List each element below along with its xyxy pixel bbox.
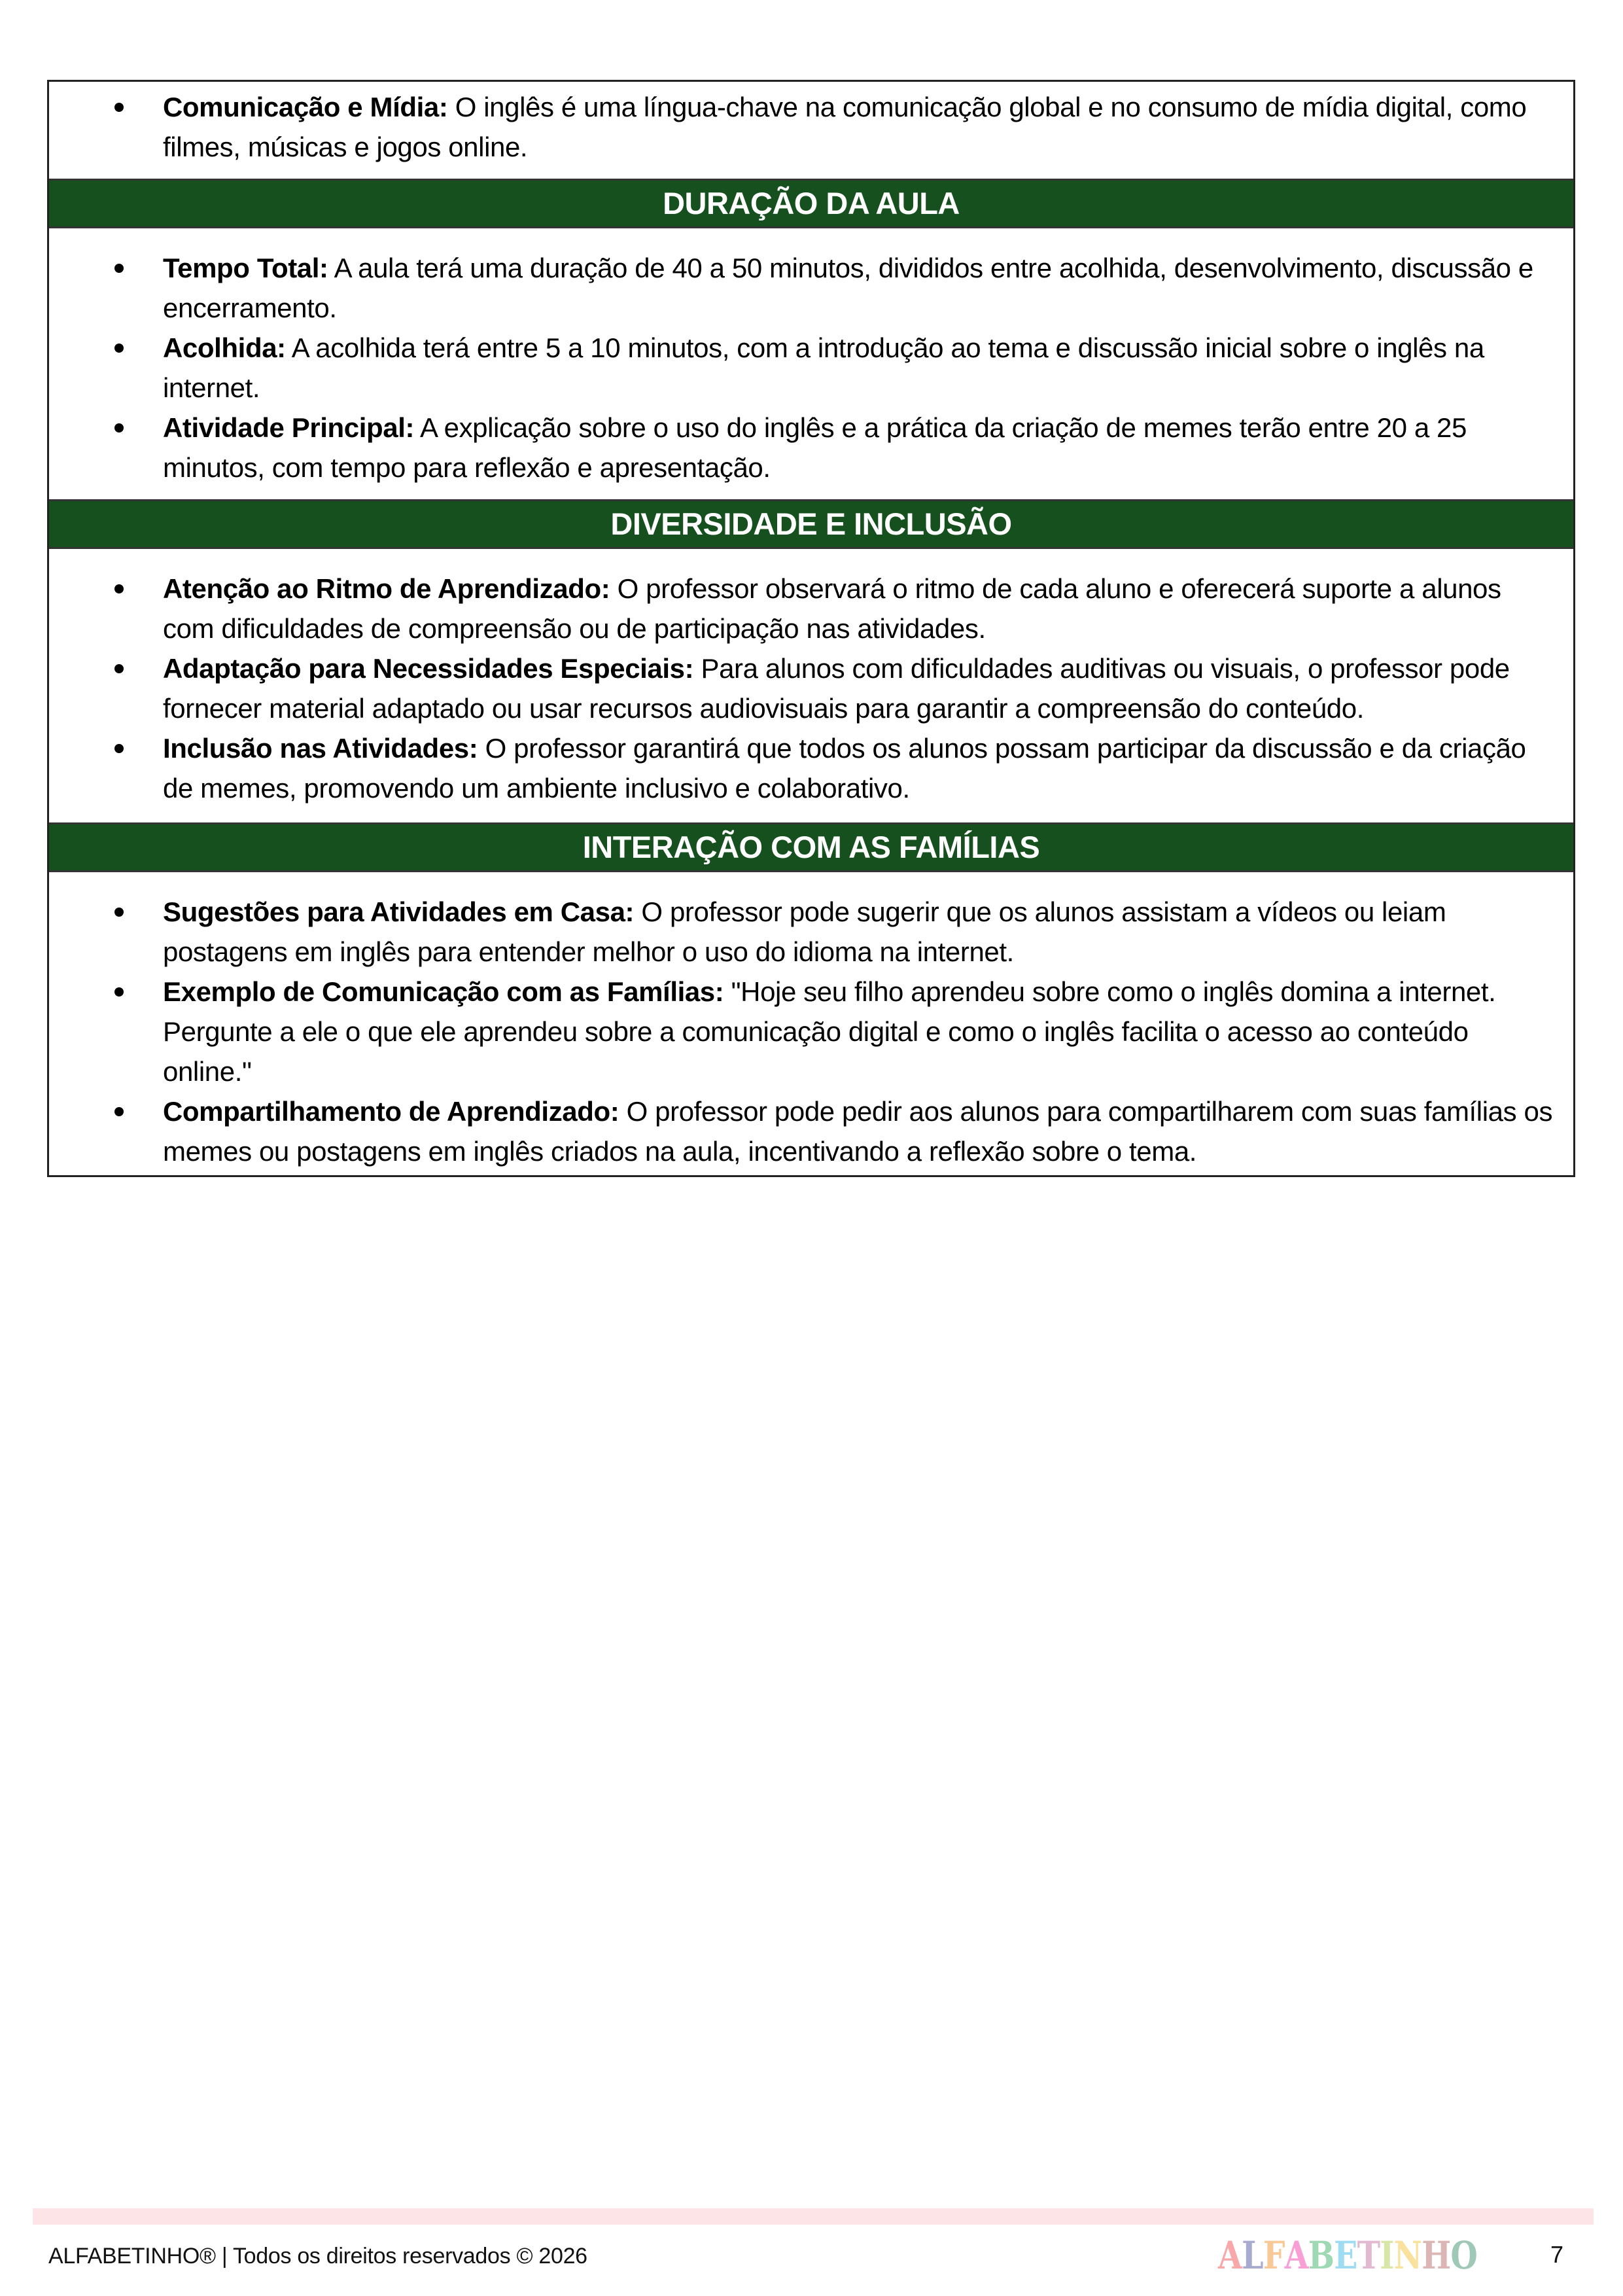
list-item [49, 728, 1560, 808]
logo-letter: N [1393, 2233, 1422, 2278]
bullet-icon [114, 1107, 124, 1116]
item-text: A acolhida terá entre 5 a 10 minutos, com a introdução ao tema e discussão inicial sobre o inglês na internet. [163, 332, 1484, 403]
section-duracao [49, 228, 1573, 499]
item-text: A explicação sobre o uso do inglês e a prática da criação de memes terão entre 20 a 25 minutos, com tempo para reflexão e apresentação. [163, 412, 1467, 483]
item-label: Sugestões para Atividades em Casa: [163, 896, 635, 927]
lesson-plan-table [47, 80, 1575, 1177]
section-familias [49, 872, 1573, 1175]
list-item [49, 1091, 1560, 1171]
bullet-icon [114, 344, 124, 353]
list-item [49, 248, 1560, 328]
bullet-icon [114, 908, 124, 917]
item-text: O professor observará o ritmo de cada aluno e oferecerá suporte a alunos com dificuldades de compreensão ou de participação nas atividades. [163, 573, 1501, 644]
logo-letter: O [1450, 2233, 1477, 2278]
logo-letter: F [1263, 2233, 1285, 2278]
list-item [49, 87, 1560, 167]
list-item [49, 408, 1560, 487]
item-label: Acolhida: [163, 332, 286, 363]
item-text: A aula terá uma duração de 40 a 50 minutos, divididos entre acolhida, desenvolvimento, discussão e encerramento. [163, 253, 1533, 323]
list-item [49, 892, 1560, 972]
item-text: O professor pode sugerir que os alunos assistam a vídeos ou leiam postagens em inglês para entender melhor o uso do idioma na internet. [163, 896, 1446, 967]
page-number: 7 [1550, 2241, 1564, 2268]
item-text: Para alunos com dificuldades auditivas ou visuais, o professor pode fornecer material adaptado ou usar recursos audiovisuais para garantir a compreensão do conteúdo. [163, 653, 1510, 724]
footer-copyright: ALFABETINHO® | Todos os direitos reservados © 2026 [48, 2244, 587, 2269]
item-label: Inclusão nas Atividades: [163, 733, 478, 764]
item-label: Tempo Total: [163, 253, 328, 283]
list-item [49, 972, 1560, 1091]
section-intro-continuation [49, 82, 1573, 179]
footer-divider-band [33, 2208, 1594, 2225]
logo-letter: A [1218, 2233, 1242, 2278]
item-label: Atenção ao Ritmo de Aprendizado: [163, 573, 610, 604]
item-text: O inglês é uma língua-chave na comunicação global e no consumo de mídia digital, como filmes, músicas e jogos online. [163, 92, 1527, 162]
list-item [49, 648, 1560, 728]
list-item [49, 569, 1560, 648]
item-text: O professor pode pedir aos alunos para compartilharem com suas famílias os memes ou postagens em inglês criados na aula, incentivando a reflexão sobre o tema. [163, 1096, 1553, 1167]
section-diversidade [49, 549, 1573, 822]
item-text: O professor garantirá que todos os alunos possam participar da discussão e da criação de memes, promovendo um ambiente inclusivo e colaborativo. [163, 733, 1526, 804]
bullet-icon [114, 987, 124, 997]
item-label: Comunicação e Mídia: [163, 92, 448, 122]
bullet-icon [114, 584, 124, 593]
section-header-familias: INTERAÇÃO COM AS FAMÍLIAS [49, 822, 1573, 872]
bullet-icon [114, 664, 124, 673]
item-label: Exemplo de Comunicação com as Famílias: [163, 976, 724, 1007]
alfabetinho-logo [1218, 2233, 1477, 2278]
logo-letter: A [1284, 2233, 1308, 2278]
logo-letter: H [1422, 2233, 1451, 2278]
logo-letter: E [1334, 2233, 1357, 2278]
logo-letter: T [1357, 2233, 1380, 2278]
list-item [49, 328, 1560, 408]
item-label: Adaptação para Necessidades Especiais: [163, 653, 694, 684]
bullet-icon [114, 423, 124, 433]
item-label: Compartilhamento de Aprendizado: [163, 1096, 620, 1127]
bullet-icon [114, 744, 124, 753]
logo-letter: B [1308, 2233, 1335, 2278]
bullet-icon [114, 264, 124, 273]
logo-letter: L [1242, 2233, 1263, 2278]
bullet-icon [114, 103, 124, 112]
item-text: "Hoje seu filho aprendeu sobre como o inglês domina a internet. Pergunte a ele o que ele aprendeu sobre a comunicação digital e como o inglês facilita o acesso ao conteúdo online." [163, 976, 1496, 1087]
logo-letter: I [1380, 2233, 1394, 2278]
item-label: Atividade Principal: [163, 412, 415, 443]
section-header-duracao: DURAÇÃO DA AULA [49, 179, 1573, 228]
section-header-diversidade: DIVERSIDADE E INCLUSÃO [49, 499, 1573, 549]
